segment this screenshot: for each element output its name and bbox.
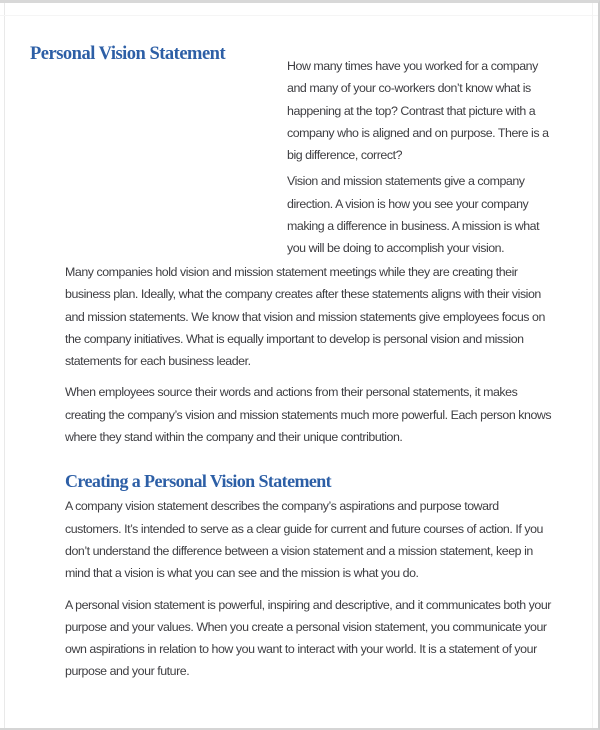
page-title: Personal Vision Statement <box>30 44 226 64</box>
section-heading: Creating a Personal Vision Statement <box>65 471 332 492</box>
section-paragraph-2: A personal vision statement is powerful, inspiring and descriptive, and it communicates both your purpose and your values. When you create a personal vision statement, you communicate your own aspirations in relation to how you want to interact with your world. It is a statement of your purpose and your future. <box>65 597 551 679</box>
intro-paragraph-1: How many times have you worked for a company and many of your co-workers don’t know what is happening at the top? Contrast that picture with a company who is aligned and on purpose. There is a big difference, correct? <box>287 59 549 163</box>
page-top-faint-line <box>0 15 598 16</box>
page-left-edge-line <box>4 3 5 728</box>
page-right-faint-line <box>592 3 593 728</box>
body-paragraph-2: When employees source their words and actions from their personal statements, it makes creating the company’s vision and mission statements much more powerful. Each person knows where they stand within the company and their unique contribution. <box>65 385 552 445</box>
body-paragraph-1: Many companies hold vision and mission statement meetings while they are creating their business plan. Ideally, what the company creates after these statements aligns with their vision and mission statements. We know that vision and mission statements give employees focus on the company initiatives. What is equally important to develop is personal vision and mission statements for each business leader. <box>65 265 545 369</box>
main-content <box>65 261 557 692</box>
intro-column <box>287 55 559 264</box>
intro-paragraph-2: Vision and mission statements give a company direction. A vision is how you see your company making a difference in business. A mission is what you will be doing to accomplish your vision. <box>287 174 540 256</box>
section-paragraph-1: A company vision statement describes the company’s aspirations and purpose toward customers. It’s intended to serve as a clear guide for current and future courses of action. If you don’t understand the difference between a vision statement and a mission statement, keep in mind that a vision is what you can see and the mission is what you do. <box>65 499 543 581</box>
